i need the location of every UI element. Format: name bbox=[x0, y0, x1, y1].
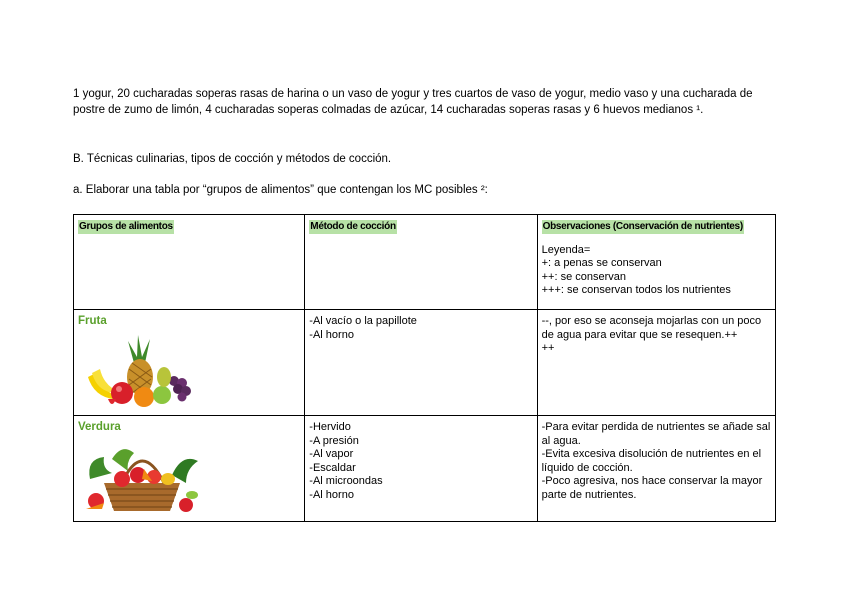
table-row bbox=[74, 310, 776, 416]
observations-cell-verdura bbox=[537, 416, 775, 522]
fruit-basket-image bbox=[82, 333, 202, 411]
table-header-row bbox=[74, 215, 776, 310]
observations-cell-fruta bbox=[537, 310, 775, 416]
header-groups: Grupos de alimentos bbox=[79, 221, 173, 232]
group-name-verdura: Verdura bbox=[78, 421, 121, 433]
table-row bbox=[74, 416, 776, 522]
section-b-heading: B. Técnicas culinarias, tipos de cocción y métodos de cocción. bbox=[73, 153, 392, 165]
legend-text: Leyenda= +: a penas se conservan ++: se conservan +++: se conservan todos los nutrientes bbox=[541, 243, 731, 296]
cooking-methods-table bbox=[73, 214, 776, 522]
observations-verdura: -Para evitar perdida de nutrientes se añade sal al agua. -Evita excesiva disolución de nutrientes en el líquido de cocción. -Poco agresiva, nos hace conservar la mayor parte de nutrientes. bbox=[541, 421, 771, 501]
methods-verdura: -Hervido -A presión -Al vapor -Escaldar -Al microondas -Al horno bbox=[309, 421, 383, 501]
header-method: Método de cocción bbox=[310, 221, 396, 232]
methods-cell-fruta bbox=[305, 310, 537, 416]
group-cell-fruta bbox=[74, 310, 305, 416]
header-observations-cell bbox=[537, 215, 775, 310]
methods-fruta: -Al vacío o la papillote -Al horno bbox=[309, 315, 417, 341]
header-observations: Observaciones (Conservación de nutrientes) bbox=[542, 221, 743, 232]
intro-paragraph: 1 yogur, 20 cucharadas soperas rasas de harina o un vaso de yogur y tres cuartos de vaso de yogur, medio vaso y una cucharada de postre de zumo de limón, 4 cucharadas soperas colmadas de azúcar, 14 cucharadas soperas rasas y 6 huevos medianos ¹. bbox=[73, 88, 753, 116]
header-groups-cell bbox=[74, 215, 305, 310]
group-cell-verdura bbox=[74, 416, 305, 522]
group-name-fruta: Fruta bbox=[78, 315, 107, 327]
header-method-cell bbox=[305, 215, 537, 310]
vegetable-basket-image bbox=[82, 439, 202, 517]
methods-cell-verdura bbox=[305, 416, 537, 522]
section-a-instruction: a. Elaborar una tabla por “grupos de alimentos” que contengan los MC posibles ²: bbox=[73, 184, 488, 196]
observations-fruta: --, por eso se aconseja mojarlas con un poco de agua para evitar que se resequen.++ ++ bbox=[541, 315, 762, 354]
